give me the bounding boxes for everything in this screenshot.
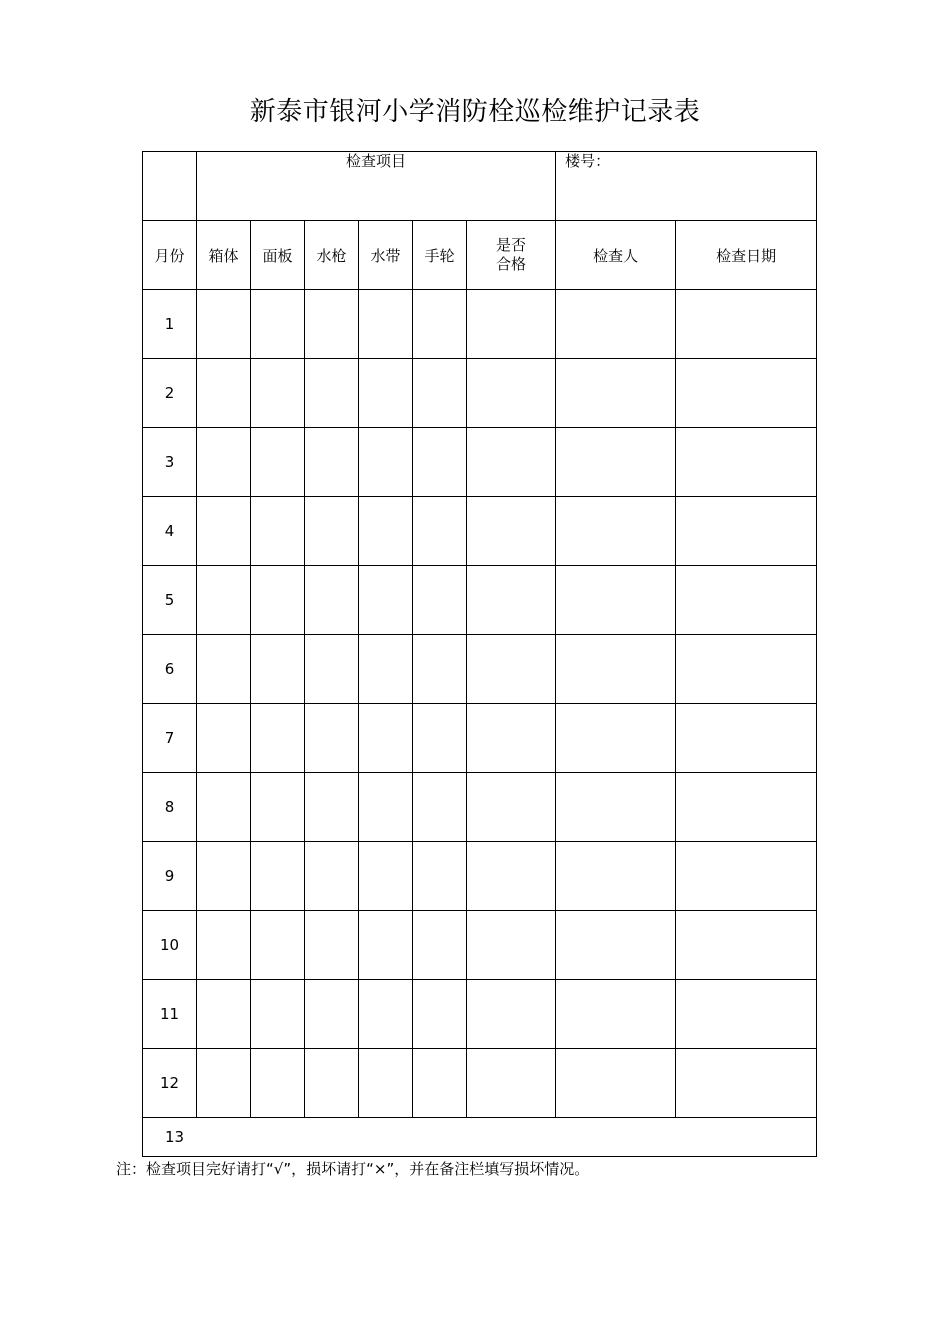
- table-row: [143, 635, 817, 704]
- table-row-last: [143, 1118, 817, 1157]
- handwheel-entry-cell[interactable]: [413, 290, 467, 359]
- qualified-entry-cell[interactable]: [467, 1049, 556, 1118]
- inspector-entry-cell[interactable]: [556, 290, 676, 359]
- hose-entry-cell[interactable]: [359, 1049, 413, 1118]
- qualified-entry-cell[interactable]: [467, 290, 556, 359]
- box-entry-cell[interactable]: [197, 359, 251, 428]
- table-row: [143, 428, 817, 497]
- inspection-record-table: [142, 151, 817, 1157]
- nozzle-entry-cell[interactable]: [305, 911, 359, 980]
- handwheel-entry-cell[interactable]: [413, 842, 467, 911]
- month-number-cell: 3: [143, 428, 197, 497]
- qualified-entry-cell[interactable]: [467, 566, 556, 635]
- panel-entry-cell[interactable]: [251, 842, 305, 911]
- nozzle-entry-cell[interactable]: [305, 290, 359, 359]
- inspector-entry-cell[interactable]: [556, 566, 676, 635]
- handwheel-entry-cell[interactable]: [413, 980, 467, 1049]
- nozzle-entry-cell[interactable]: [305, 1049, 359, 1118]
- panel-entry-cell[interactable]: [251, 497, 305, 566]
- nozzle-entry-cell[interactable]: [305, 842, 359, 911]
- qualified-entry-cell[interactable]: [467, 635, 556, 704]
- nozzle-entry-cell[interactable]: [305, 566, 359, 635]
- qualified-entry-cell[interactable]: [467, 704, 556, 773]
- inspector-entry-cell[interactable]: [556, 1049, 676, 1118]
- hose-entry-cell[interactable]: [359, 911, 413, 980]
- hose-entry-cell[interactable]: [359, 428, 413, 497]
- table-row: [143, 359, 817, 428]
- date-entry-cell[interactable]: [676, 773, 817, 842]
- panel-entry-cell[interactable]: [251, 704, 305, 773]
- inspector-entry-cell[interactable]: [556, 773, 676, 842]
- box-entry-cell[interactable]: [197, 290, 251, 359]
- table-row: [143, 773, 817, 842]
- date-entry-cell[interactable]: [676, 1049, 817, 1118]
- table-row: [143, 566, 817, 635]
- column-header-month: 月份: [143, 221, 197, 290]
- panel-entry-cell[interactable]: [251, 290, 305, 359]
- panel-entry-cell[interactable]: [251, 911, 305, 980]
- panel-entry-cell[interactable]: [251, 635, 305, 704]
- handwheel-entry-cell[interactable]: [413, 359, 467, 428]
- hose-entry-cell[interactable]: [359, 773, 413, 842]
- box-entry-cell[interactable]: [197, 911, 251, 980]
- month-number-cell: 5: [143, 566, 197, 635]
- last-row-cell[interactable]: 13: [143, 1118, 817, 1157]
- month-number-cell: 7: [143, 704, 197, 773]
- month-number-cell: 11: [143, 980, 197, 1049]
- date-entry-cell[interactable]: [676, 359, 817, 428]
- nozzle-entry-cell[interactable]: [305, 704, 359, 773]
- inspector-entry-cell[interactable]: [556, 635, 676, 704]
- date-entry-cell[interactable]: [676, 911, 817, 980]
- date-entry-cell[interactable]: [676, 497, 817, 566]
- date-entry-cell[interactable]: [676, 428, 817, 497]
- page-title: 新泰市银河小学消防栓巡检维护记录表: [249, 97, 701, 127]
- nozzle-entry-cell[interactable]: [305, 359, 359, 428]
- handwheel-entry-cell[interactable]: [413, 566, 467, 635]
- qualified-entry-cell[interactable]: [467, 980, 556, 1049]
- date-entry-cell[interactable]: [676, 290, 817, 359]
- box-entry-cell[interactable]: [197, 497, 251, 566]
- box-entry-cell[interactable]: [197, 980, 251, 1049]
- qualified-entry-cell[interactable]: [467, 497, 556, 566]
- inspector-entry-cell[interactable]: [556, 842, 676, 911]
- hose-entry-cell[interactable]: [359, 497, 413, 566]
- panel-entry-cell[interactable]: [251, 1049, 305, 1118]
- month-number-cell: 9: [143, 842, 197, 911]
- qualified-entry-cell[interactable]: [467, 773, 556, 842]
- month-number-cell: 8: [143, 773, 197, 842]
- table-row: [143, 842, 817, 911]
- date-entry-cell[interactable]: [676, 566, 817, 635]
- nozzle-entry-cell[interactable]: [305, 497, 359, 566]
- handwheel-entry-cell[interactable]: [413, 635, 467, 704]
- column-header-handwheel: 手轮: [413, 221, 467, 290]
- inspector-entry-cell[interactable]: [556, 359, 676, 428]
- inspector-entry-cell[interactable]: [556, 428, 676, 497]
- column-header-date: 检查日期: [676, 221, 817, 290]
- date-entry-cell[interactable]: [676, 980, 817, 1049]
- column-header-nozzle: 水枪: [305, 221, 359, 290]
- hose-entry-cell[interactable]: [359, 842, 413, 911]
- box-entry-cell[interactable]: [197, 635, 251, 704]
- hose-entry-cell[interactable]: [359, 635, 413, 704]
- handwheel-entry-cell[interactable]: [413, 428, 467, 497]
- box-entry-cell[interactable]: [197, 428, 251, 497]
- table-row: [143, 1049, 817, 1118]
- nozzle-entry-cell[interactable]: [305, 980, 359, 1049]
- handwheel-entry-cell[interactable]: [413, 704, 467, 773]
- column-header-row: [143, 221, 817, 290]
- panel-entry-cell[interactable]: [251, 359, 305, 428]
- month-number-cell: 10: [143, 911, 197, 980]
- handwheel-entry-cell[interactable]: [413, 773, 467, 842]
- inspector-entry-cell[interactable]: [556, 704, 676, 773]
- nozzle-entry-cell[interactable]: [305, 773, 359, 842]
- inspector-entry-cell[interactable]: [556, 911, 676, 980]
- table-row: [143, 704, 817, 773]
- qualified-label-line2: 合格: [496, 255, 527, 273]
- box-entry-cell[interactable]: [197, 1049, 251, 1118]
- inspector-entry-cell[interactable]: [556, 497, 676, 566]
- hose-entry-cell[interactable]: [359, 704, 413, 773]
- qualified-label-line1: 是否: [496, 236, 527, 254]
- column-header-hose: 水带: [359, 221, 413, 290]
- date-entry-cell[interactable]: [676, 635, 817, 704]
- qualified-entry-cell[interactable]: [467, 911, 556, 980]
- footnote: 注：检查项目完好请打“√”，损坏请打“×”，并在备注栏填写损坏情况。: [116, 1160, 590, 1178]
- hose-entry-cell[interactable]: [359, 566, 413, 635]
- table-top-row: [143, 152, 817, 221]
- table-row: [143, 980, 817, 1049]
- month-number-cell: 6: [143, 635, 197, 704]
- nozzle-entry-cell[interactable]: [305, 428, 359, 497]
- column-header-box: 箱体: [197, 221, 251, 290]
- building-number-field[interactable]: 楼号：: [556, 152, 817, 221]
- month-number-cell: 4: [143, 497, 197, 566]
- panel-entry-cell[interactable]: [251, 773, 305, 842]
- qualified-entry-cell[interactable]: [467, 428, 556, 497]
- column-header-inspector: 检查人: [556, 221, 676, 290]
- inspection-items-header: 检查项目: [197, 152, 556, 221]
- handwheel-entry-cell[interactable]: [413, 497, 467, 566]
- month-number-cell: 1: [143, 290, 197, 359]
- nozzle-entry-cell[interactable]: [305, 635, 359, 704]
- date-entry-cell[interactable]: [676, 842, 817, 911]
- month-number-cell: 12: [143, 1049, 197, 1118]
- hose-entry-cell[interactable]: [359, 980, 413, 1049]
- hose-entry-cell[interactable]: [359, 359, 413, 428]
- date-entry-cell[interactable]: [676, 704, 817, 773]
- month-number-cell: 2: [143, 359, 197, 428]
- blank-corner-cell: [143, 152, 197, 221]
- inspector-entry-cell[interactable]: [556, 980, 676, 1049]
- handwheel-entry-cell[interactable]: [413, 1049, 467, 1118]
- column-header-qualified: [467, 221, 556, 290]
- table-row: [143, 911, 817, 980]
- box-entry-cell[interactable]: [197, 842, 251, 911]
- box-entry-cell[interactable]: [197, 704, 251, 773]
- panel-entry-cell[interactable]: [251, 566, 305, 635]
- qualified-entry-cell[interactable]: [467, 842, 556, 911]
- box-entry-cell[interactable]: [197, 566, 251, 635]
- handwheel-entry-cell[interactable]: [413, 911, 467, 980]
- panel-entry-cell[interactable]: [251, 980, 305, 1049]
- qualified-entry-cell[interactable]: [467, 359, 556, 428]
- table-row: [143, 290, 817, 359]
- box-entry-cell[interactable]: [197, 773, 251, 842]
- column-header-panel: 面板: [251, 221, 305, 290]
- table-row: [143, 497, 817, 566]
- hose-entry-cell[interactable]: [359, 290, 413, 359]
- panel-entry-cell[interactable]: [251, 428, 305, 497]
